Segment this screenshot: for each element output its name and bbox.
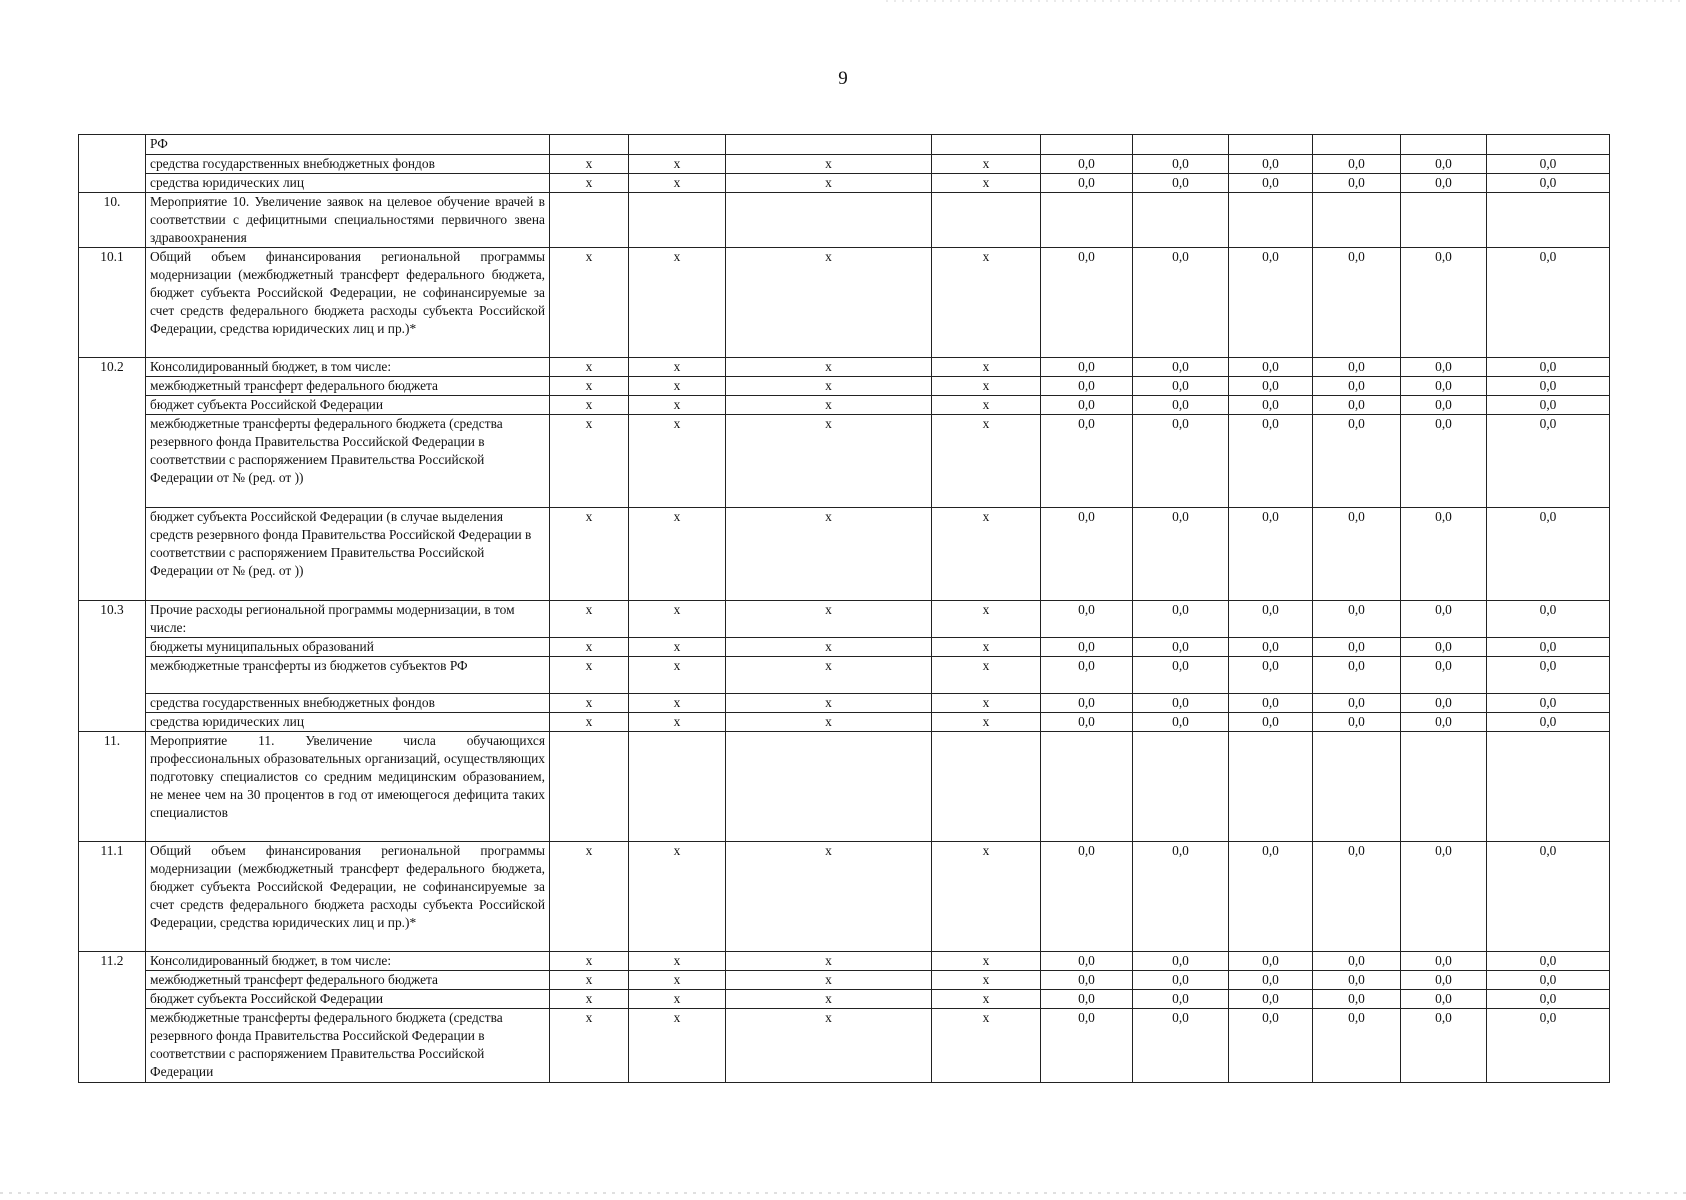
value-cell: 0,0 <box>1133 174 1229 193</box>
value-cell: 0,0 <box>1041 952 1133 971</box>
value-cell: 0,0 <box>1401 1009 1487 1083</box>
value-cell: 0,0 <box>1133 358 1229 377</box>
value-cell: 0,0 <box>1401 601 1487 638</box>
x-mark-cell <box>932 193 1041 248</box>
table-row <box>79 657 1610 694</box>
row-description: средства государственных внебюджетных фондов <box>146 155 550 174</box>
x-mark-cell: x <box>629 694 726 713</box>
x-mark-cell: x <box>932 174 1041 193</box>
row-description: бюджет субъекта Российской Федерации <box>146 990 550 1009</box>
value-cell: 0,0 <box>1229 508 1313 601</box>
value-cell: 0,0 <box>1229 990 1313 1009</box>
value-cell <box>1133 193 1229 248</box>
value-cell: 0,0 <box>1133 952 1229 971</box>
value-cell <box>1313 135 1401 155</box>
x-mark-cell: x <box>629 396 726 415</box>
value-cell <box>1041 193 1133 248</box>
row-description: Общий объем финансирования региональной программы модернизации (межбюджетный трансферт федерального бюджета, бюджет субъекта Российской Федерации, не софинансируемые за счет средств федерального бюджета расходы субъекта Российской Федерации, средства юридических лиц и пр.)* <box>146 842 550 952</box>
table-row <box>79 1009 1610 1083</box>
x-mark-cell: x <box>726 952 932 971</box>
row-description: Консолидированный бюджет, в том числе: <box>146 952 550 971</box>
value-cell: 0,0 <box>1401 415 1487 508</box>
value-cell: 0,0 <box>1041 508 1133 601</box>
x-mark-cell: x <box>629 713 726 732</box>
table-row <box>79 971 1610 990</box>
value-cell: 0,0 <box>1041 155 1133 174</box>
value-cell: 0,0 <box>1487 415 1610 508</box>
value-cell: 0,0 <box>1041 638 1133 657</box>
value-cell: 0,0 <box>1313 990 1401 1009</box>
x-mark-cell: x <box>726 601 932 638</box>
value-cell: 0,0 <box>1229 638 1313 657</box>
row-description: межбюджетные трансферты из бюджетов субъектов РФ <box>146 657 550 694</box>
row-description: бюджет субъекта Российской Федерации (в случае выделения средств резервного фонда Правительства Российской Федерации в соответствии с распоряжением Правительства Российской Федерации от № (ред. от )) <box>146 508 550 601</box>
value-cell <box>1487 732 1610 842</box>
x-mark-cell: x <box>932 1009 1041 1083</box>
x-mark-cell: x <box>550 657 629 694</box>
x-mark-cell: x <box>550 155 629 174</box>
row-description: бюджет субъекта Российской Федерации <box>146 396 550 415</box>
value-cell: 0,0 <box>1401 952 1487 971</box>
row-number: 11.2 <box>79 952 146 1083</box>
value-cell: 0,0 <box>1133 694 1229 713</box>
value-cell: 0,0 <box>1133 638 1229 657</box>
x-mark-cell: x <box>932 952 1041 971</box>
x-mark-cell: x <box>726 248 932 358</box>
value-cell <box>1487 135 1610 155</box>
x-mark-cell: x <box>932 990 1041 1009</box>
row-number: 11.1 <box>79 842 146 952</box>
row-description: межбюджетные трансферты федерального бюджета (средства резервного фонда Правительства Российской Федерации в соответствии с распоряжением Правительства Российской Федерации от № (ред. от )) <box>146 415 550 508</box>
x-mark-cell: x <box>550 638 629 657</box>
value-cell: 0,0 <box>1041 396 1133 415</box>
row-description: Мероприятие 10. Увеличение заявок на целевое обучение врачей в соответствии с дефицитными специальностями первичного звена здравоохранения <box>146 193 550 248</box>
value-cell: 0,0 <box>1313 713 1401 732</box>
x-mark-cell: x <box>629 248 726 358</box>
x-mark-cell: x <box>550 601 629 638</box>
value-cell: 0,0 <box>1229 377 1313 396</box>
value-cell: 0,0 <box>1041 248 1133 358</box>
value-cell: 0,0 <box>1401 638 1487 657</box>
x-mark-cell <box>726 135 932 155</box>
row-number: 11. <box>79 732 146 842</box>
x-mark-cell: x <box>932 601 1041 638</box>
x-mark-cell: x <box>550 415 629 508</box>
value-cell <box>1229 193 1313 248</box>
value-cell: 0,0 <box>1313 952 1401 971</box>
x-mark-cell: x <box>932 396 1041 415</box>
value-cell: 0,0 <box>1313 174 1401 193</box>
x-mark-cell: x <box>629 155 726 174</box>
financing-table <box>78 134 1610 1083</box>
value-cell: 0,0 <box>1313 155 1401 174</box>
table-row <box>79 638 1610 657</box>
value-cell <box>1313 193 1401 248</box>
x-mark-cell: x <box>550 713 629 732</box>
table-body <box>79 135 1610 1083</box>
x-mark-cell: x <box>629 952 726 971</box>
row-number <box>79 135 146 193</box>
value-cell: 0,0 <box>1229 657 1313 694</box>
x-mark-cell: x <box>550 971 629 990</box>
value-cell: 0,0 <box>1041 713 1133 732</box>
value-cell: 0,0 <box>1229 601 1313 638</box>
x-mark-cell: x <box>932 971 1041 990</box>
x-mark-cell: x <box>550 248 629 358</box>
table-row <box>79 952 1610 971</box>
value-cell: 0,0 <box>1487 174 1610 193</box>
table-row <box>79 377 1610 396</box>
value-cell: 0,0 <box>1133 990 1229 1009</box>
x-mark-cell: x <box>629 842 726 952</box>
x-mark-cell: x <box>726 377 932 396</box>
x-mark-cell: x <box>726 713 932 732</box>
value-cell: 0,0 <box>1487 358 1610 377</box>
value-cell: 0,0 <box>1313 508 1401 601</box>
x-mark-cell: x <box>629 971 726 990</box>
row-description: средства государственных внебюджетных фондов <box>146 694 550 713</box>
value-cell: 0,0 <box>1229 694 1313 713</box>
x-mark-cell: x <box>932 358 1041 377</box>
x-mark-cell: x <box>726 155 932 174</box>
x-mark-cell: x <box>550 358 629 377</box>
x-mark-cell: x <box>726 415 932 508</box>
value-cell: 0,0 <box>1313 415 1401 508</box>
table-row <box>79 174 1610 193</box>
value-cell: 0,0 <box>1229 713 1313 732</box>
x-mark-cell: x <box>726 358 932 377</box>
financing-table-wrapper <box>78 134 1609 1083</box>
x-mark-cell: x <box>629 358 726 377</box>
x-mark-cell: x <box>726 971 932 990</box>
value-cell: 0,0 <box>1401 396 1487 415</box>
value-cell: 0,0 <box>1041 601 1133 638</box>
value-cell: 0,0 <box>1487 377 1610 396</box>
value-cell: 0,0 <box>1487 971 1610 990</box>
x-mark-cell: x <box>629 638 726 657</box>
row-description: межбюджетный трансферт федерального бюджета <box>146 377 550 396</box>
value-cell: 0,0 <box>1487 952 1610 971</box>
value-cell: 0,0 <box>1401 694 1487 713</box>
table-row <box>79 990 1610 1009</box>
table-row <box>79 396 1610 415</box>
value-cell: 0,0 <box>1133 396 1229 415</box>
value-cell: 0,0 <box>1313 248 1401 358</box>
value-cell: 0,0 <box>1313 657 1401 694</box>
x-mark-cell <box>726 732 932 842</box>
x-mark-cell: x <box>550 396 629 415</box>
value-cell <box>1041 732 1133 842</box>
x-mark-cell: x <box>629 657 726 694</box>
table-row <box>79 358 1610 377</box>
value-cell: 0,0 <box>1401 657 1487 694</box>
value-cell: 0,0 <box>1133 657 1229 694</box>
value-cell: 0,0 <box>1229 1009 1313 1083</box>
value-cell: 0,0 <box>1487 842 1610 952</box>
row-number: 10. <box>79 193 146 248</box>
x-mark-cell: x <box>726 990 932 1009</box>
value-cell: 0,0 <box>1487 694 1610 713</box>
x-mark-cell <box>550 732 629 842</box>
x-mark-cell: x <box>932 155 1041 174</box>
x-mark-cell <box>726 193 932 248</box>
table-row <box>79 415 1610 508</box>
value-cell: 0,0 <box>1041 971 1133 990</box>
value-cell <box>1313 732 1401 842</box>
value-cell: 0,0 <box>1229 971 1313 990</box>
value-cell: 0,0 <box>1401 713 1487 732</box>
value-cell: 0,0 <box>1229 358 1313 377</box>
row-description: межбюджетные трансферты федерального бюджета (средства резервного фонда Правительства Российской Федерации в соответствии с распоряжением Правительства Российской Федерации <box>146 1009 550 1083</box>
x-mark-cell: x <box>550 174 629 193</box>
value-cell: 0,0 <box>1313 694 1401 713</box>
x-mark-cell: x <box>726 657 932 694</box>
x-mark-cell <box>629 732 726 842</box>
x-mark-cell: x <box>629 174 726 193</box>
value-cell: 0,0 <box>1487 990 1610 1009</box>
row-description: Мероприятие 11. Увеличение числа обучающихся профессиональных образовательных организаций, осуществляющих подготовку специалистов со средним медицинским образованием, не менее чем на 30 процентов в год от имеющегося дефицита таких специалистов <box>146 732 550 842</box>
x-mark-cell: x <box>932 248 1041 358</box>
row-description: Прочие расходы региональной программы модернизации, в том числе: <box>146 601 550 638</box>
row-number: 10.1 <box>79 248 146 358</box>
table-row <box>79 155 1610 174</box>
table-row <box>79 135 1610 155</box>
value-cell <box>1133 732 1229 842</box>
value-cell: 0,0 <box>1487 601 1610 638</box>
x-mark-cell <box>550 135 629 155</box>
value-cell: 0,0 <box>1133 842 1229 952</box>
value-cell <box>1401 135 1487 155</box>
value-cell: 0,0 <box>1487 155 1610 174</box>
value-cell: 0,0 <box>1487 657 1610 694</box>
x-mark-cell: x <box>629 990 726 1009</box>
table-row <box>79 193 1610 248</box>
row-description: Общий объем финансирования региональной программы модернизации (межбюджетный трансферт федерального бюджета, бюджет субъекта Российской Федерации, не софинансируемые за счет средств федерального бюджета расходы субъекта Российской Федерации, средства юридических лиц и пр.)* <box>146 248 550 358</box>
value-cell: 0,0 <box>1401 155 1487 174</box>
table-row <box>79 732 1610 842</box>
table-row <box>79 248 1610 358</box>
x-mark-cell: x <box>726 842 932 952</box>
value-cell: 0,0 <box>1229 415 1313 508</box>
value-cell: 0,0 <box>1041 990 1133 1009</box>
value-cell: 0,0 <box>1401 248 1487 358</box>
value-cell: 0,0 <box>1401 971 1487 990</box>
value-cell: 0,0 <box>1487 248 1610 358</box>
value-cell: 0,0 <box>1401 174 1487 193</box>
value-cell: 0,0 <box>1041 657 1133 694</box>
value-cell: 0,0 <box>1041 174 1133 193</box>
x-mark-cell: x <box>550 1009 629 1083</box>
x-mark-cell: x <box>550 508 629 601</box>
table-row <box>79 713 1610 732</box>
row-number: 10.2 <box>79 358 146 601</box>
value-cell: 0,0 <box>1041 358 1133 377</box>
row-description: бюджеты муниципальных образований <box>146 638 550 657</box>
value-cell: 0,0 <box>1041 415 1133 508</box>
value-cell: 0,0 <box>1133 1009 1229 1083</box>
value-cell: 0,0 <box>1229 842 1313 952</box>
table-row <box>79 842 1610 952</box>
x-mark-cell <box>932 732 1041 842</box>
x-mark-cell: x <box>726 1009 932 1083</box>
x-mark-cell <box>629 193 726 248</box>
x-mark-cell: x <box>726 638 932 657</box>
value-cell: 0,0 <box>1041 1009 1133 1083</box>
x-mark-cell: x <box>550 990 629 1009</box>
table-row <box>79 601 1610 638</box>
row-description: межбюджетный трансферт федерального бюджета <box>146 971 550 990</box>
value-cell: 0,0 <box>1401 377 1487 396</box>
value-cell: 0,0 <box>1313 971 1401 990</box>
value-cell: 0,0 <box>1401 990 1487 1009</box>
value-cell: 0,0 <box>1133 971 1229 990</box>
x-mark-cell: x <box>629 508 726 601</box>
value-cell: 0,0 <box>1313 377 1401 396</box>
value-cell <box>1401 732 1487 842</box>
x-mark-cell: x <box>932 508 1041 601</box>
x-mark-cell: x <box>550 842 629 952</box>
value-cell <box>1133 135 1229 155</box>
x-mark-cell: x <box>726 508 932 601</box>
table-row <box>79 508 1610 601</box>
value-cell: 0,0 <box>1487 638 1610 657</box>
value-cell: 0,0 <box>1313 358 1401 377</box>
x-mark-cell: x <box>932 713 1041 732</box>
value-cell: 0,0 <box>1133 155 1229 174</box>
value-cell: 0,0 <box>1133 713 1229 732</box>
value-cell: 0,0 <box>1229 155 1313 174</box>
value-cell: 0,0 <box>1133 377 1229 396</box>
x-mark-cell <box>629 135 726 155</box>
value-cell: 0,0 <box>1401 358 1487 377</box>
x-mark-cell: x <box>726 396 932 415</box>
x-mark-cell: x <box>726 174 932 193</box>
x-mark-cell: x <box>629 1009 726 1083</box>
value-cell: 0,0 <box>1041 694 1133 713</box>
value-cell <box>1229 135 1313 155</box>
value-cell: 0,0 <box>1133 248 1229 358</box>
value-cell: 0,0 <box>1401 508 1487 601</box>
value-cell: 0,0 <box>1487 396 1610 415</box>
value-cell: 0,0 <box>1229 396 1313 415</box>
value-cell: 0,0 <box>1313 638 1401 657</box>
value-cell <box>1487 193 1610 248</box>
value-cell: 0,0 <box>1401 842 1487 952</box>
x-mark-cell: x <box>932 638 1041 657</box>
row-description: средства юридических лиц <box>146 713 550 732</box>
value-cell: 0,0 <box>1487 508 1610 601</box>
x-mark-cell: x <box>550 952 629 971</box>
value-cell: 0,0 <box>1313 396 1401 415</box>
value-cell: 0,0 <box>1313 601 1401 638</box>
x-mark-cell: x <box>932 377 1041 396</box>
x-mark-cell: x <box>932 415 1041 508</box>
x-mark-cell <box>550 193 629 248</box>
page-number: 9 <box>838 68 848 89</box>
value-cell: 0,0 <box>1229 952 1313 971</box>
value-cell: 0,0 <box>1133 508 1229 601</box>
row-description: средства юридических лиц <box>146 174 550 193</box>
value-cell: 0,0 <box>1229 174 1313 193</box>
value-cell: 0,0 <box>1229 248 1313 358</box>
row-description: РФ <box>146 135 550 155</box>
value-cell: 0,0 <box>1041 842 1133 952</box>
scan-artifact-bottom <box>0 1192 1686 1194</box>
value-cell: 0,0 <box>1313 1009 1401 1083</box>
value-cell: 0,0 <box>1133 601 1229 638</box>
value-cell <box>1229 732 1313 842</box>
value-cell: 0,0 <box>1487 713 1610 732</box>
x-mark-cell: x <box>726 694 932 713</box>
x-mark-cell: x <box>932 657 1041 694</box>
x-mark-cell: x <box>932 842 1041 952</box>
x-mark-cell: x <box>629 377 726 396</box>
x-mark-cell: x <box>629 601 726 638</box>
x-mark-cell <box>932 135 1041 155</box>
row-number: 10.3 <box>79 601 146 732</box>
value-cell <box>1401 193 1487 248</box>
x-mark-cell: x <box>932 694 1041 713</box>
value-cell <box>1041 135 1133 155</box>
table-row <box>79 694 1610 713</box>
value-cell: 0,0 <box>1041 377 1133 396</box>
x-mark-cell: x <box>550 694 629 713</box>
x-mark-cell: x <box>629 415 726 508</box>
scan-artifact-top <box>886 0 1686 2</box>
value-cell: 0,0 <box>1133 415 1229 508</box>
x-mark-cell: x <box>550 377 629 396</box>
value-cell: 0,0 <box>1313 842 1401 952</box>
value-cell: 0,0 <box>1487 1009 1610 1083</box>
row-description: Консолидированный бюджет, в том числе: <box>146 358 550 377</box>
